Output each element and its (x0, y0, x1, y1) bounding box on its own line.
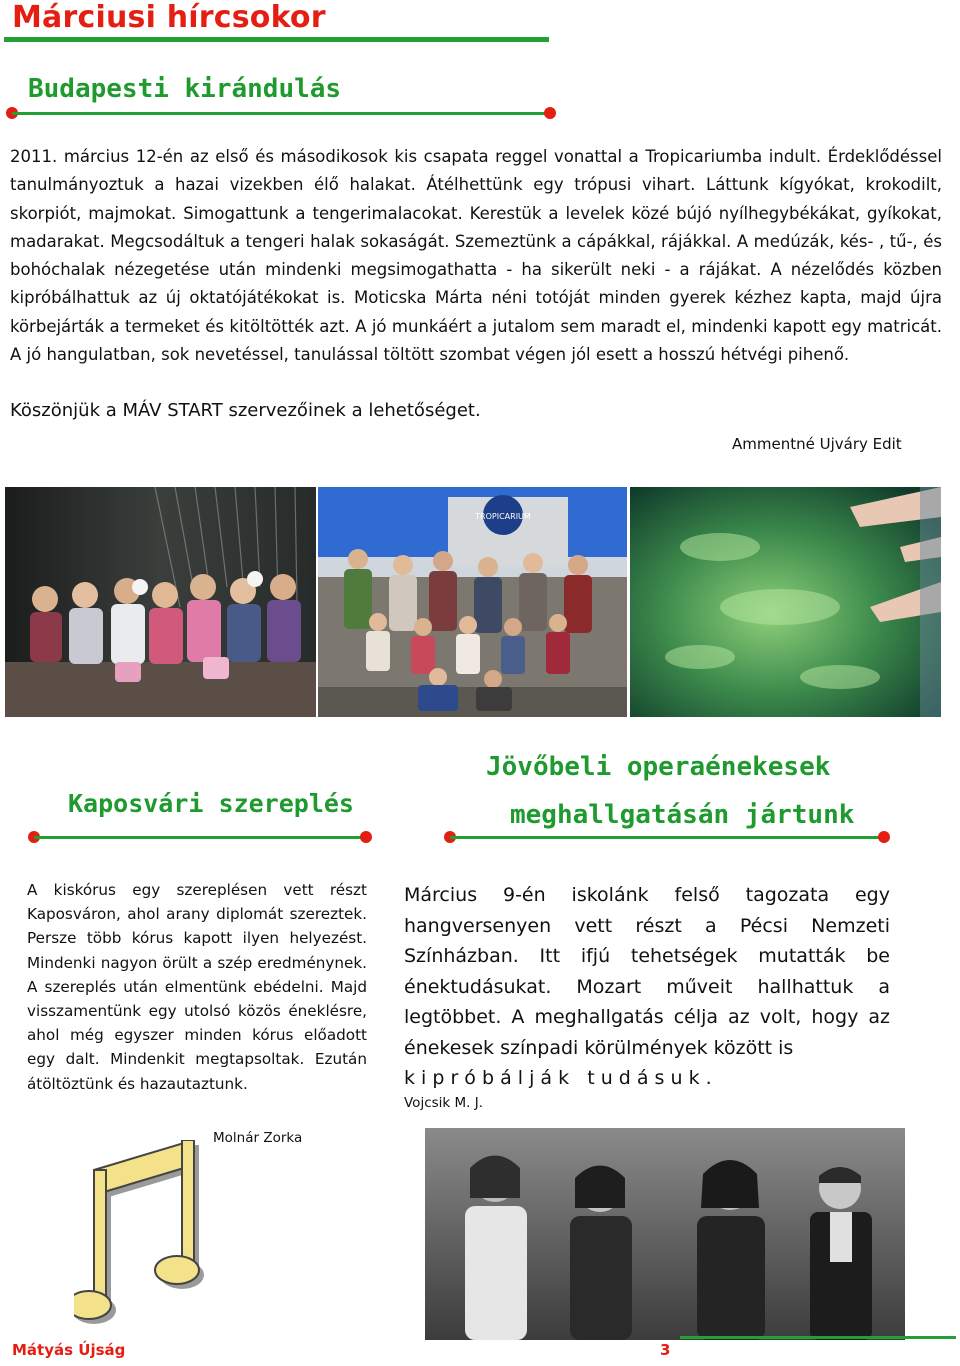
article3-body-last-line: k i p r ó b á l j á k t u d á s u k . (404, 1067, 712, 1089)
article1-heading: Budapesti kirándulás (28, 74, 342, 104)
footer-page-number: 3 (660, 1341, 671, 1359)
article3-heading-rule (450, 836, 884, 839)
title-underline (4, 37, 549, 42)
article3-heading-line1: Jövőbeli operaénekesek (486, 752, 831, 782)
page-title: Márciusi hírcsokor (12, 0, 326, 35)
music-note-icon (74, 1140, 214, 1340)
photo-children-group-svg (5, 487, 316, 717)
photo-ray-pool-svg (630, 487, 941, 717)
tropicarium-sign-text: TROPICARIUM (475, 512, 531, 521)
article2-rule-dot-right (360, 831, 372, 843)
article3-rule-dot-right (878, 831, 890, 843)
article1-heading-rule (12, 112, 549, 115)
music-note-illustration (74, 1140, 214, 1340)
footer-publication: Mátyás Újság (12, 1341, 126, 1359)
article3-body: Március 9-én iskolánk felső tagozata egy hangversenyen vett részt a Pécsi Nemzeti Színházban. Itt ifjú tehetségek mutatták be énektudásukat. Mozart műveit hallhattuk a legtöbbet. A meghallgatás célja az volt, hogy az énekesek színpadi körülmények között is (404, 884, 890, 1059)
article2-heading: Kaposvári szereplés (68, 789, 354, 818)
article3-heading-line2: meghallgatásán jártunk (510, 800, 855, 830)
footer-rule (680, 1336, 956, 1339)
article1-thanks: Köszönjük a MÁV START szervezőinek a lehetőséget. (10, 400, 481, 421)
article1-author: Ammentné Ujváry Edit (732, 435, 902, 453)
article3-author: Vojcsik M. J. (404, 1095, 484, 1111)
photo-children-group (5, 487, 316, 717)
photo-opera-singers-svg (425, 1128, 905, 1340)
heading-rule-dot-right (544, 107, 556, 119)
article1-body: 2011. március 12-én az első és másodikosok kis csapata reggel vonattal a Tropicariumba indult. Érdeklődéssel tanulmányoztuk a hazai vizekben élő halakat. Átélhettünk egy trópusi vihart. Láttunk kígyókat, krokodilt, skorpiót, majmokat. Simogattunk a tengerimalacokat. Kerestük a levelek közé bújó nyílhegybékákat, gyíkokat, madarakat. Megcsodáltuk a tengeri halak sokaságát. Szemeztünk a cápákkal, rájákkal. A medúzák, kés- , tű-, és bohóchalak nézegetése után mindenki megsimogathatta - ha sikerült neki - a rájákat. A nézelődés közben kipróbálhattuk az új oktatójátékokat is. Moticska Márta néni totóját minden gyerek kézhez kapta, majd újra körbejárták a termeket és kitöltötték azt. A jó munkáért a jutalom sem maradt el, mindenki kapott egy matricát. A jó hangulatban, sok nevetéssel, tanulással töltött szombat végen jól esett a hosszú hétvégi pihenő. (10, 147, 942, 365)
photo-opera-singers (425, 1128, 905, 1340)
article2-heading-rule (34, 836, 366, 839)
photo-group-tropicarium-svg (318, 487, 627, 717)
article2-body: A kiskórus egy szereplésen vett részt Kaposváron, ahol arany diplomát szereztek. Persze több kórus kapott ilyen helyezést. Mindenki nagyon örült a szép eredménynek. A szereplés után elmentünk ebédelni. Majd visszamentünk egy utolsó közös éneklésre, ahol még egyszer minden kórus előadott egy dalt. Mindenkit megtapsoltak. Ezután átöltöztünk és hazautaztunk. (27, 881, 367, 1093)
photo-group-tropicarium (318, 487, 627, 717)
photo-ray-pool (630, 487, 941, 717)
article2-author: Molnár Zorka (213, 1130, 303, 1146)
